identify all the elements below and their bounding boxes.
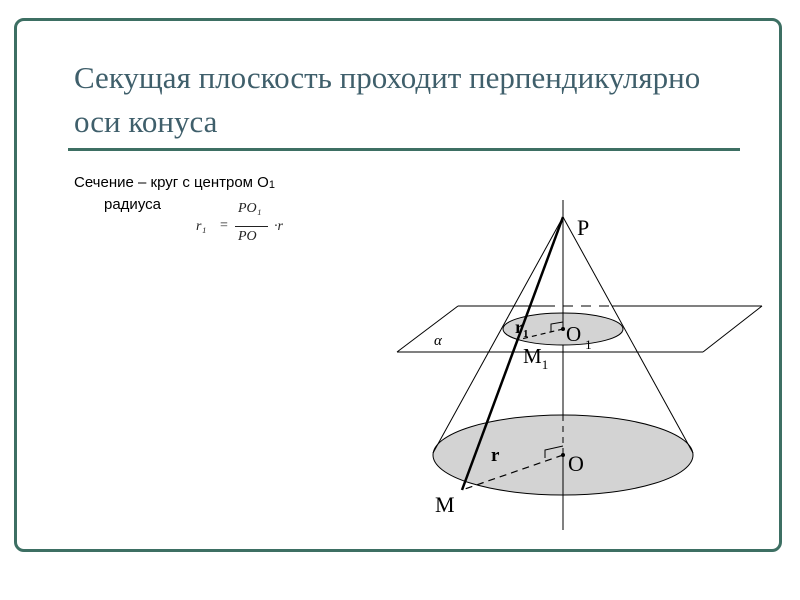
point-O xyxy=(561,453,565,457)
section-description-sub: 1 xyxy=(268,179,275,191)
label-M: M xyxy=(435,492,455,517)
label-O: O xyxy=(568,451,584,476)
label-M1: $M_1$ xyxy=(523,344,549,372)
label-alpha: α xyxy=(434,333,442,349)
formula-equals: = xyxy=(220,218,228,233)
formula-lhs: r₁ xyxy=(196,219,207,234)
label-r: r xyxy=(491,445,500,466)
plane-edge-left xyxy=(397,306,458,352)
radius-label-text: радиуса xyxy=(104,196,161,213)
slide-title: Секущая плоскость проходит перпендикулярно оси конуса xyxy=(74,60,701,139)
label-r1: $r_1$ xyxy=(515,317,529,340)
formula-denominator: PO xyxy=(238,229,257,244)
formula-numerator: PO₁ xyxy=(238,201,262,216)
formula-factor: ·r xyxy=(274,219,283,234)
section-description-text: Сечение – круг с центром О xyxy=(74,174,269,191)
label-O1: O $_1$ xyxy=(566,322,592,352)
plane-edge-right xyxy=(703,306,762,352)
label-P: P xyxy=(577,215,590,240)
point-O1 xyxy=(561,327,565,331)
